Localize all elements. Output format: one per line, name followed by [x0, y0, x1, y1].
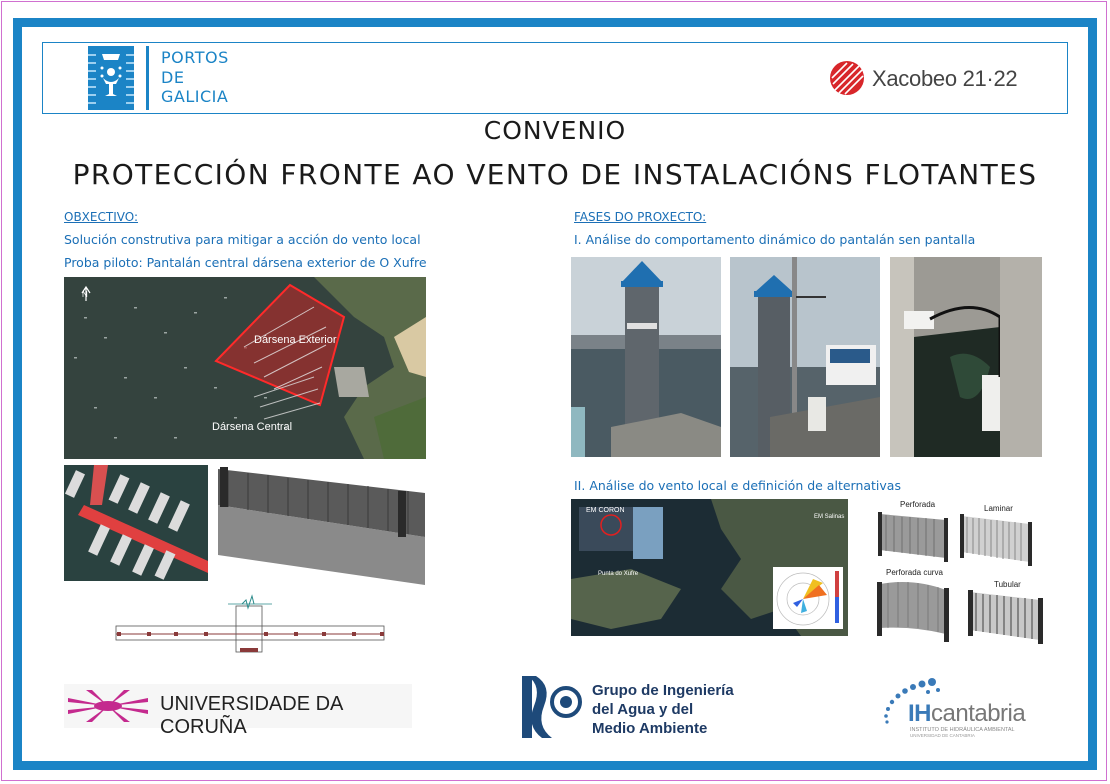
- map-label-darsena-central: Dársena Central: [212, 421, 293, 433]
- ih-cantabria-logo: [880, 676, 1052, 738]
- objective-line: Solución construtiva para mitigar a acción do vento local: [64, 232, 421, 247]
- screen-type-perforada-curva: [874, 578, 954, 644]
- screen-type-laminar: [958, 512, 1036, 568]
- pile-photo-2: [730, 257, 880, 457]
- alternative-label-laminar: Laminar: [984, 504, 1013, 513]
- ih-university: UNIVERSIDAD DE CANTABRIA: [910, 733, 975, 738]
- pontoon-aerial-image: [64, 465, 208, 581]
- alternative-label-perforada-curva: Perforada curva: [886, 568, 943, 577]
- xacobeo-shell-icon: [829, 60, 865, 96]
- sensor-photo: [890, 257, 1042, 457]
- north-label: N: [82, 290, 88, 299]
- ih-suffix: cantabria: [931, 700, 1026, 727]
- station-label-xufre: Punta do Xufre: [598, 571, 639, 577]
- section-drawing: [112, 590, 388, 654]
- objective-heading: OBXECTIVO:: [64, 210, 139, 224]
- xacobeo-wordmark: Xacobeo 21·22: [872, 66, 1018, 91]
- gia-logo: [522, 676, 772, 738]
- poster-title-convenio: CONVENIO: [483, 116, 627, 145]
- phase-2-title: II. Análise do vento local e definición de alternativas: [574, 478, 901, 493]
- gia-name-line: del Agua y del: [592, 701, 694, 718]
- org-name-line: PORTOS: [161, 48, 229, 67]
- pilot-line: Proba piloto: Pantalán central dársena exterior de O Xufre: [64, 255, 427, 270]
- galicia-shield-icon: [88, 46, 134, 110]
- pile-photo-1: [571, 257, 721, 457]
- alternative-label-perforada: Perforada: [900, 500, 936, 509]
- org-name-line: GALICIA: [161, 87, 229, 106]
- station-label-coron: EM CORON: [586, 507, 625, 514]
- logo-divider: [146, 46, 149, 110]
- gia-name-line: Grupo de Ingeniería: [592, 682, 734, 699]
- udc-logo: [64, 684, 412, 738]
- ih-subtitle: INSTITUTO DE HIDRÁULICA AMBIENTAL: [910, 727, 1015, 733]
- screen-type-tubular: [966, 588, 1046, 646]
- phases-heading: FASES DO PROXECTO:: [574, 210, 707, 224]
- map-label-darsena-exterior: Dársena Exterior: [254, 334, 337, 346]
- gia-name: [592, 681, 734, 738]
- gia-wave-icon: [522, 676, 584, 738]
- gia-name-line: Medio Ambiente: [592, 720, 708, 737]
- screen-type-perforada: [876, 510, 952, 564]
- phase-1-title: I. Análise do comportamento dinámico do pantalán sen pantalla: [574, 232, 976, 247]
- poster-title: PROTECCIÓN FRONTE AO VENTO DE INSTALACIÓNS FLOTANTES: [72, 158, 1038, 191]
- ih-wordmark: [908, 700, 1025, 728]
- org-name-line: DE: [161, 67, 185, 87]
- udc-wordmark: UNIVERSIDADE DA CORUÑA: [160, 693, 343, 738]
- alternative-label-tubular: Tubular: [994, 580, 1021, 589]
- screen-render-image: [218, 465, 425, 585]
- ih-prefix: IH: [908, 700, 931, 727]
- wind-map-image: [571, 499, 848, 636]
- station-label-salinas: EM Salinas: [814, 514, 845, 520]
- udc-star-icon: [66, 688, 150, 724]
- portos-galicia-name: [161, 48, 229, 107]
